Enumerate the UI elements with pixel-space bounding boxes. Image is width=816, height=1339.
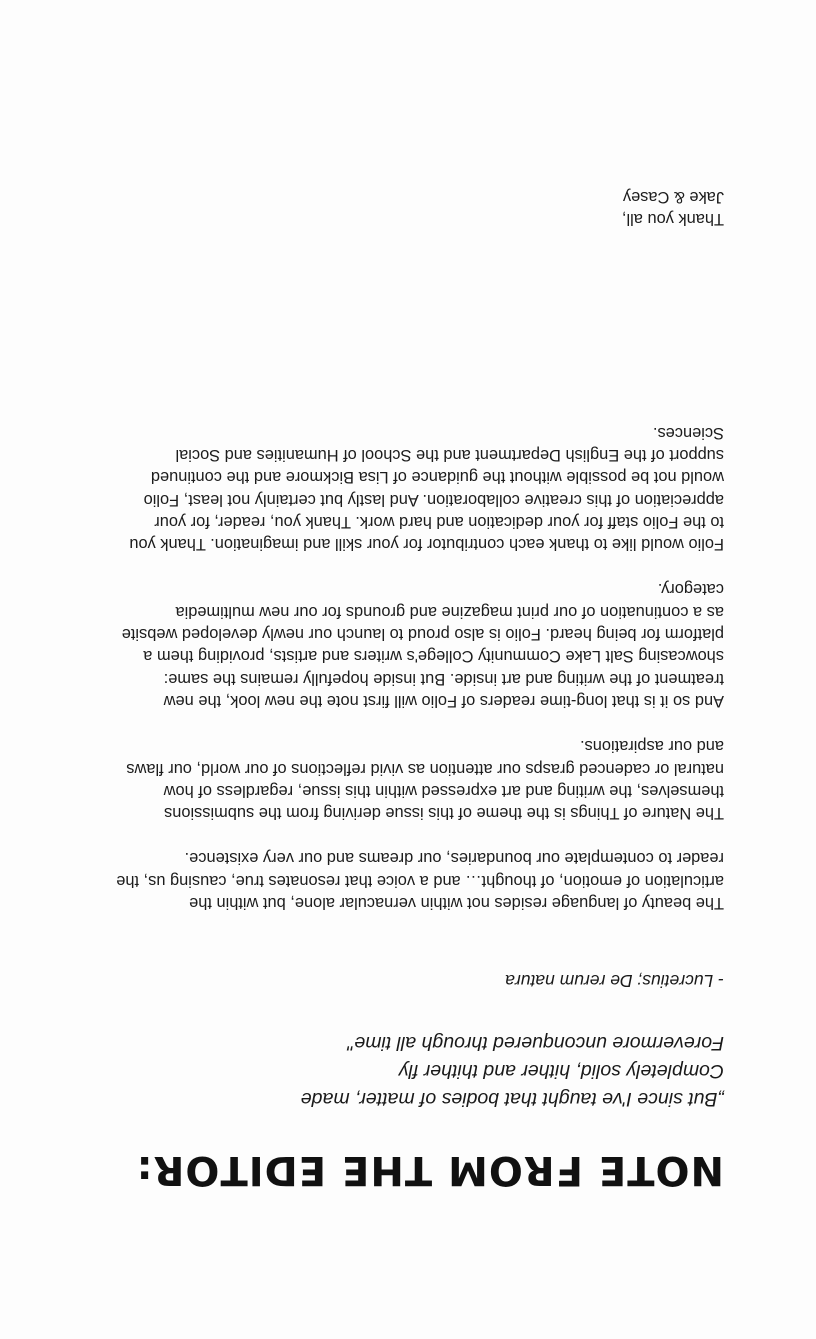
epigraph-quote bbox=[204, 1029, 724, 1113]
epigraph-line: „But since I've taught that bodies of matter, made bbox=[300, 1088, 724, 1110]
editor-note-body bbox=[112, 398, 724, 914]
closing-line: Thank you all, bbox=[621, 210, 724, 228]
page-title: NOTE FROM THE EDITOR: bbox=[135, 1147, 724, 1193]
body-paragraph: Folio would like to thank each contributor for your skill and imagination. Thank you to the Folio staff for your dedication and hard work. Thank you, reader, for your appreciation of this creative collaboration. And lastly but certainly not least, Folio would not be possible without the guidance of Lisa Bickmore and the continued support of the English Department and the School of Humanities and Social Sciences. bbox=[129, 423, 724, 554]
signature: Jake & Casey bbox=[622, 187, 724, 206]
epigraph-attribution: - Lucretius; De rerum natura bbox=[505, 971, 724, 991]
body-paragraph: And so it is that long-time readers of Folio will first note the new look, the new treatment of the writing and art inside. But inside hopefully remains the same: showcasing Salt Lake Community College's writers and artists, providing them a platform for being heard. Folio is also proud to launch our newly developed website as a continuation of our print magazine and grounds for our new multimedia category. bbox=[121, 580, 724, 710]
epigraph-line: Forevermore unconquered through all time" bbox=[347, 1032, 724, 1054]
epigraph-line: Completely solid, hither and thither fly bbox=[398, 1060, 724, 1082]
body-paragraph: The beauty of language resides not within vernacular alone, but within the articulation of emotion, of thought… and a voice that resonates true, causing us, the reader to contemplate our boundaries, our dreams and our very existence. bbox=[116, 849, 724, 912]
signoff bbox=[622, 185, 724, 230]
body-paragraph: The Nature of Things is the theme of this issue deriving from the submissions themselves, the writing and art expressed within this issue, regardless of how natural or cadenced grasps our attention as vivid reflections of our world, our flaws and our aspirations. bbox=[126, 737, 724, 823]
